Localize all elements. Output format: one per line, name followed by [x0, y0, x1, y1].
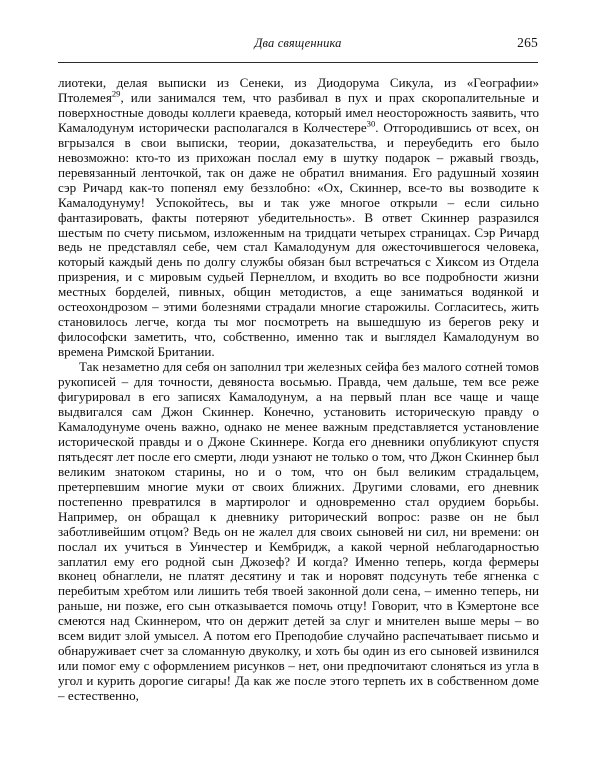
text-run: лиотеки, делая выписки из Сенеки, из Диодорума Сикула, из «Географии» Птолемея: [58, 75, 539, 105]
paragraph: [58, 360, 539, 704]
text-run: Так незаметно для себя он заполнил три железных сейфа без малого сотней томов рукописей – для точности, девяноста восьмью. Правда, чем дальше, тем все реже фигурировал в его записях Камалодунум, а на первый план все чаще и чаще выдвигался сам Джон Скиннер. Конечно, установить историческую правду о Камалодунуме очень важно, однако не менее важным представляется установление исторической правды и о Джоне Скиннере. Когда его дневники опубликуют спустя пятьдесят лет после его смерти, люди узнают не только о том, что Джон Скиннер был великим знатоком старины, но и о том, что он был великим страдальцем, претерпевшим многие муки от своих ближних. Другими словами, его дневник постепенно превратился в мартиролог и одновременно стал орудием борьбы. Например, он обращал к дневнику риторический вопрос: разве он не был заботливейшим отцом? Ведь он не жалел для своих сыновей ни сил, ни времени: он послал их учиться в Уинчестер и Кембридж, а какой черной неблагодарностью заплатил ему его родной сын Джозеф? И когда? Именно теперь, когда фермеры вконец обнаглели, не платят десятину и так и норовят подсунуть тебе ягненка с перебитым хребтом или лишить тебя твоей законной доли сена, – именно теперь, ни раньше, ни позже, его сын отказывается помочь отцу! Говорит, что в Кэмертоне все смеются над Скиннером, что он держит детей за слуг и мнителен выше меры – во всем видит злой умысел. А потом его Преподобие случайно распечатывает письмо и обнаруживает счет за сломанную двуколку, и хоть бы один из его сыновей извинился или помог ему с оформлением рисунков – нет, они предпочитают слоняться из угла в угол и курить дорогие сигары! Да как же после этого терпеть их в собственном доме – естественно,: [58, 359, 539, 704]
running-header-title: Два священника: [254, 36, 342, 50]
footnote-reference[interactable]: 30: [366, 118, 376, 129]
paragraph: [58, 76, 539, 360]
body-text-block: [58, 76, 539, 704]
header-rule: [58, 62, 538, 63]
text-run: , или занимался тем, что разбивал в пух и прах скоропалительные и поверхностные доводы коллеги краеведа, который имел неосторожность заявить, что Камалодунум исторически располагался в Колчестере: [58, 89, 539, 135]
page-number: 265: [517, 35, 538, 50]
running-header: [58, 36, 538, 54]
text-run: . Отгородившись от всех, он вгрызался в свои выписки, теории, доказательства, и переубедить его было невозможно: кто-то из прихожан послал ему в шутку подарок – ржавый гвоздь, перевязанный ленточкой, так он даже не обратил внимания. Его радушный хозяин сэр Ричард как-то попенял ему беззлобно: «Ох, Скиннер, все-то вы возводите к Камалодунуму! Успокойтесь, вы и так уже многое открыли – если сильно фантазировать, факты потеряют убедительность». В ответ Скиннер разразился шестым по счету письмом, изложенным на тридцати четырех страницах. Сэр Ричард ведь не представлял себе, чем стал Камалодунум для ожесточившегося человека, который каждый день по долгу службы обязан был встречаться с Хиксом из Отдела призрения, и с мировым судьей Пернеллом, и входить во все подробности жизни местных борделей, пивных, общин методистов, а еще заниматься водянкой и остеохондрозом – этими болезнями страдали многие старожилы. Согласитесь, жить становилось легче, когда ты мог посмотреть на вышедшую из берегов реку и философски заметить, что, собственно, именно так и выглядел Камалодунум во времена Римской Британии.: [58, 119, 539, 360]
footnote-reference[interactable]: 29: [111, 88, 121, 99]
